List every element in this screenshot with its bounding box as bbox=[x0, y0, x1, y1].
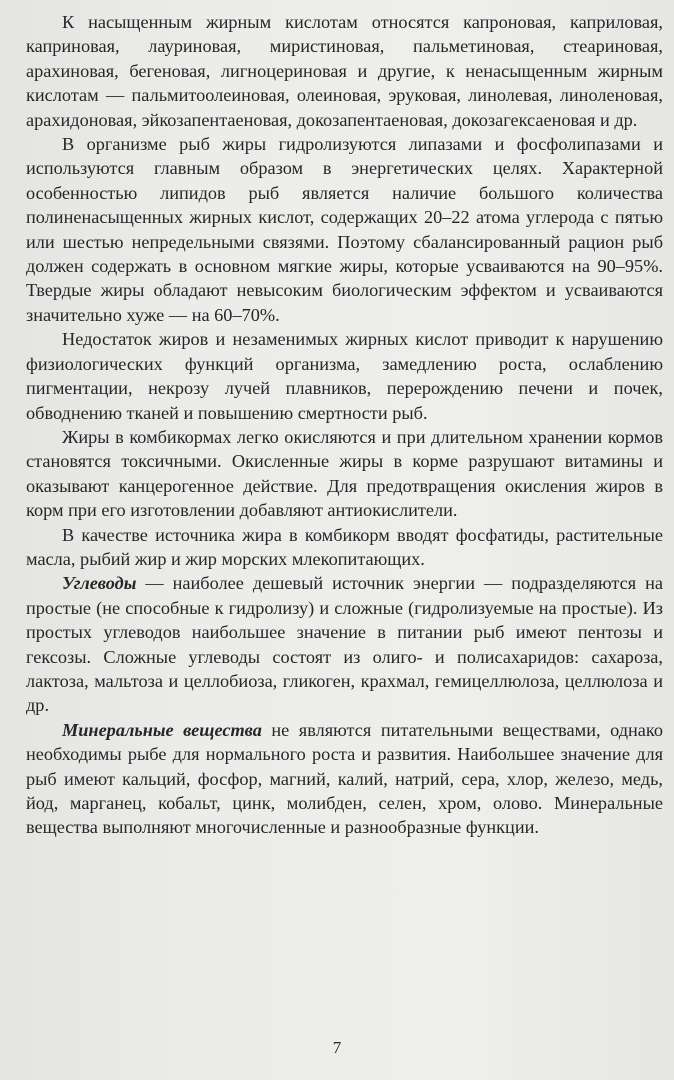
paragraph-text: К насыщенным жирным кислотам относятся капроновая, каприловая, каприновая, лауриновая, миристиновая, пальметиновая, стеариновая, арахиновая, бегеновая, лигноцериновая и другие, к ненасыщенным жирным кислотам — пальмитоолеиновая, олеиновая, эруковая, линолевая, линоленовая, арахидоновая, эйкозапентаеновая, докозапентаеновая, докозагексаеновая и др. bbox=[26, 12, 663, 130]
term-carbohydrates: Углеводы bbox=[62, 573, 137, 594]
paragraph-text: Недостаток жиров и незаменимых жирных кислот приводит к нарушению физиологических функций организма, замедлению роста, ослаблению пигментации, некрозу лучей плавников, перерождению печени и почек, обводнению тканей и повышению смертности рыб. bbox=[26, 329, 663, 423]
paragraph-text: не являются питательными веществами, однако необходимы рыбе для нормального роста и развития. Наибольшее значение для рыб имеют кальций, фосфор, магний, калий, натрий, сера, хлор, железо, медь, йод, марганец, кобальт, цинк, молибден, селен, хром, олово. Минеральные вещества выполняют многочисленные и разнообразные функции. bbox=[26, 719, 663, 838]
paragraph-text: — наиболее дешевый источник энергии — подразделяются на простые (не способные к гидролизу) и сложные (гидролизуемые на простые). Из простых углеводов наибольшее значение в питании рыб имеют пентозы и гексозы. Сложные углеводы состоят из олиго- и полисахаридов: сахароза, лактоза, мальтоза и целлобиоза, гликоген, крахмал, гемицеллюлоза, целлюлоза и др. bbox=[26, 573, 663, 716]
paragraph-saturated-acids bbox=[26, 10, 663, 132]
body-text bbox=[26, 10, 663, 840]
paragraph-text: В организме рыб жиры гидролизуются липазами и фосфолипазами и используются главным образом в энергетических целях. Характерной особенностью липидов рыб является наличие большого количества полиненасыщенных жирных кислот, содержащих 20–22 атома углерода с пятью или шестью непредельными связями. Поэтому сбалансированный рацион рыб должен содержать в основном мягкие жиры, которые усваиваются на 90–95%. Твердые жиры обладают невысоким биологическим эффектом и усваиваются значительно хуже — на 60–70%. bbox=[26, 134, 663, 325]
page-number: 7 bbox=[332, 1038, 342, 1057]
term-minerals: Минеральные вещества bbox=[62, 719, 262, 740]
paragraph-fat-sources bbox=[26, 523, 663, 572]
paragraph-fat-deficiency bbox=[26, 327, 663, 425]
paragraph-fat-hydrolysis bbox=[26, 132, 663, 327]
paragraph-minerals bbox=[26, 718, 663, 840]
paragraph-fat-oxidation bbox=[26, 425, 663, 523]
paragraph-carbohydrates bbox=[26, 571, 663, 717]
paragraph-text: В качестве источника жира в комбикорм вводят фосфатиды, растительные масла, рыбий жир и жир морских млекопитающих. bbox=[26, 524, 663, 569]
paragraph-text: Жиры в комбикормах легко окисляются и при длительном хранении кормов становятся токсичными. Окисленные жиры в корме разрушают витамины и оказывают канцерогенное действие. Для предотвращения окисления жиров в корм при его изготовлении добавляют антиокислители. bbox=[26, 426, 663, 521]
